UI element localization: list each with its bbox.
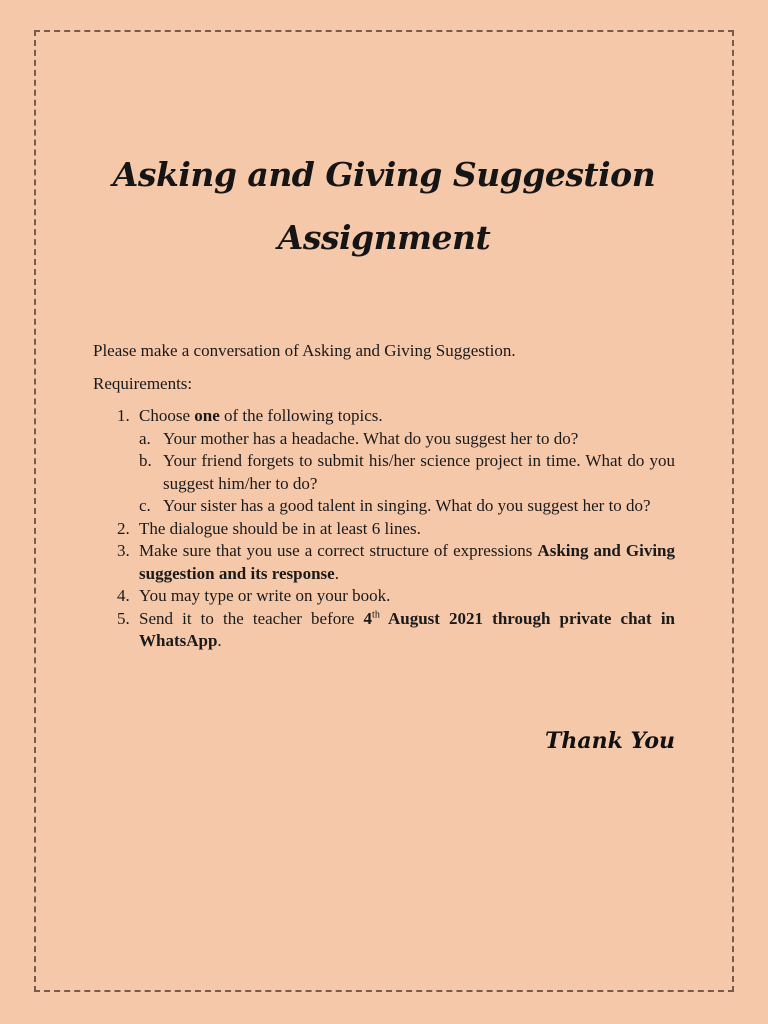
item-text: . bbox=[334, 563, 339, 583]
requirement-item-5 bbox=[93, 608, 675, 653]
topic-letter: a. bbox=[139, 428, 151, 448]
topic-item-a bbox=[139, 428, 675, 451]
deadline-day: 4 bbox=[363, 608, 373, 628]
item-text: Make sure that you use a correct structure of expressions bbox=[139, 541, 538, 560]
closing-text: Thank You bbox=[545, 728, 675, 754]
requirement-item-1 bbox=[93, 405, 675, 518]
item-text: The dialogue should be in at least 6 lines. bbox=[139, 518, 421, 538]
item-text: . bbox=[217, 631, 222, 650]
item-number: 4. bbox=[117, 586, 130, 605]
topic-letter: b. bbox=[139, 451, 152, 470]
topic-item-c bbox=[139, 495, 675, 518]
item-emphasis: one bbox=[194, 406, 220, 425]
item-text: Send it to the teacher before bbox=[139, 608, 364, 628]
item-text: Choose bbox=[139, 406, 195, 425]
topic-text: Your friend forgets to submit his/her science project in time. What do you suggest him/her to do? bbox=[163, 451, 675, 493]
topic-item-b bbox=[139, 450, 675, 495]
title-line-2: Assignment bbox=[277, 218, 491, 257]
topic-text: Your sister has a good talent in singing. What do you suggest her to do? bbox=[163, 496, 651, 515]
assignment-body bbox=[93, 340, 675, 653]
item-text: You may type or write on your book. bbox=[139, 586, 391, 605]
item-number: 3. bbox=[117, 541, 130, 560]
topic-letter: c. bbox=[139, 496, 151, 515]
requirements-label: Requirements: bbox=[93, 373, 193, 393]
item-emphasis: Asking and Giving suggestion and its response bbox=[139, 541, 675, 583]
item-number: 1. bbox=[117, 406, 130, 425]
item-number: 2. bbox=[117, 518, 130, 538]
intro-text: Please make a conversation of Asking and Giving Suggestion. bbox=[93, 341, 516, 360]
topic-text: Your mother has a headache. What do you suggest her to do? bbox=[163, 428, 579, 448]
requirement-item-4 bbox=[93, 585, 675, 608]
ordinal-suffix: th bbox=[372, 608, 380, 620]
topics-list bbox=[139, 428, 675, 518]
title-line-1: Asking and Giving Suggestion bbox=[112, 155, 656, 194]
requirement-item-3 bbox=[93, 540, 675, 585]
requirement-item-2 bbox=[93, 518, 675, 541]
requirements-list bbox=[93, 405, 675, 653]
item-emphasis: August 2021 through private chat in WhatsApp bbox=[139, 608, 676, 650]
item-text: of the following topics. bbox=[219, 406, 383, 425]
item-number: 5. bbox=[117, 608, 130, 628]
